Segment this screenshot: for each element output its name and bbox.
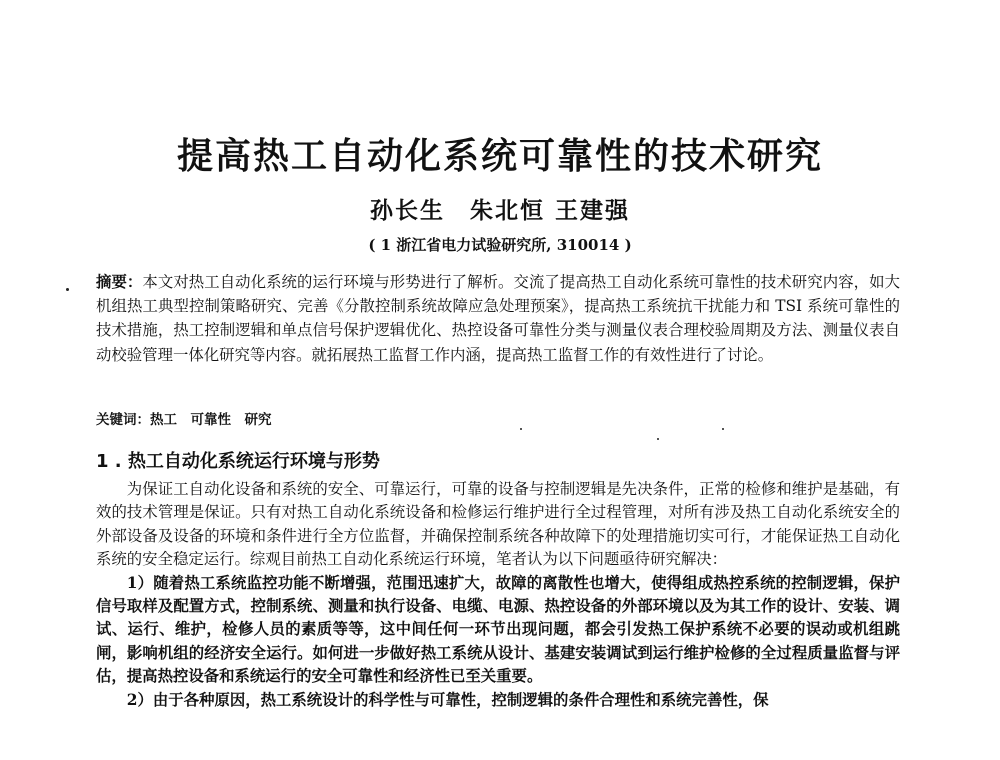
margin-dot xyxy=(66,288,69,291)
author-affiliation: ( 1 浙江省电力试验研究所, 310014 ) xyxy=(368,236,632,254)
scan-speck xyxy=(520,428,522,430)
paper-authors: 孙长生 朱北恒 王建强 xyxy=(369,197,630,224)
paragraph: 1）随着热工系统监控功能不断增强，范围迅速扩大，故障的离散性也增大，使得组成热控系统的控制逻辑，保护信号取样及配置方式，控制系统、测量和执行设备、电缆、电源、热控设备的外部环境以及为其工作的设计、安装、调试、运行、维护，检修人员的素质等等，这中间任何一环节出现问题，都会引发热工保护系统不必要的误动或机组跳闸，影响机组的经济安全运行。如何进一步做好热工系统从设计、基建安装调试到运行维护检修的全过程质量监督与评估，提高热控设备和系统运行的安全可靠性和经济性已至关重要。 xyxy=(96,573,900,686)
paragraph: 为保证工自动化设备和系统的安全、可靠运行，可靠的设备与控制逻辑是先决条件，正常的检修和维护是基础，有效的技术管理是保证。只有对热工自动化系统设备和检修运行维护进行全过程管理，对所有涉及热工自动化系统安全的外部设备及设备的环境和条件进行全方位监督，并确保控制系统各种故障下的处理措施切实可行，才能保证热工自动化系统的安全稳定运行。综观目前热工自动化系统运行环境，笔者认为以下问题亟待研究解决： xyxy=(96,480,900,569)
abstract xyxy=(96,270,900,367)
paragraph: 2）由于各种原因，热工系统设计的科学性与可靠性，控制逻辑的条件合理性和系统完善性，保 xyxy=(126,690,769,709)
scan-speck xyxy=(657,438,659,440)
abstract-label: 摘要： xyxy=(96,273,143,291)
section-1-heading: 1 . 热工自动化系统运行环境与形势 xyxy=(96,451,380,472)
scan-speck xyxy=(722,428,724,430)
paper-title: 提高热工自动化系统可靠性的技术研究 xyxy=(176,136,823,177)
keywords: 关键词：热工 可靠性 研究 xyxy=(96,412,272,428)
section-1-body xyxy=(96,478,900,712)
abstract-text: 本文对热工自动化系统的运行环境与形势进行了解析。交流了提高热工自动化系统可靠性的技术研究内容，如大机组热工典型控制策略研究、完善《分散控制系统故障应急处理预案》，提高热工系统抗干扰能力和 TSI 系统可靠性的技术措施，热工控制逻辑和单点信号保护逻辑优化、热控设备可靠性分类与测量仪表合理校验周期及方法、测量仪表自动校验管理一体化研究等内容。就拓展热工监督工作内涵，提高热工监督工作的有效性进行了讨论。 xyxy=(96,273,900,364)
